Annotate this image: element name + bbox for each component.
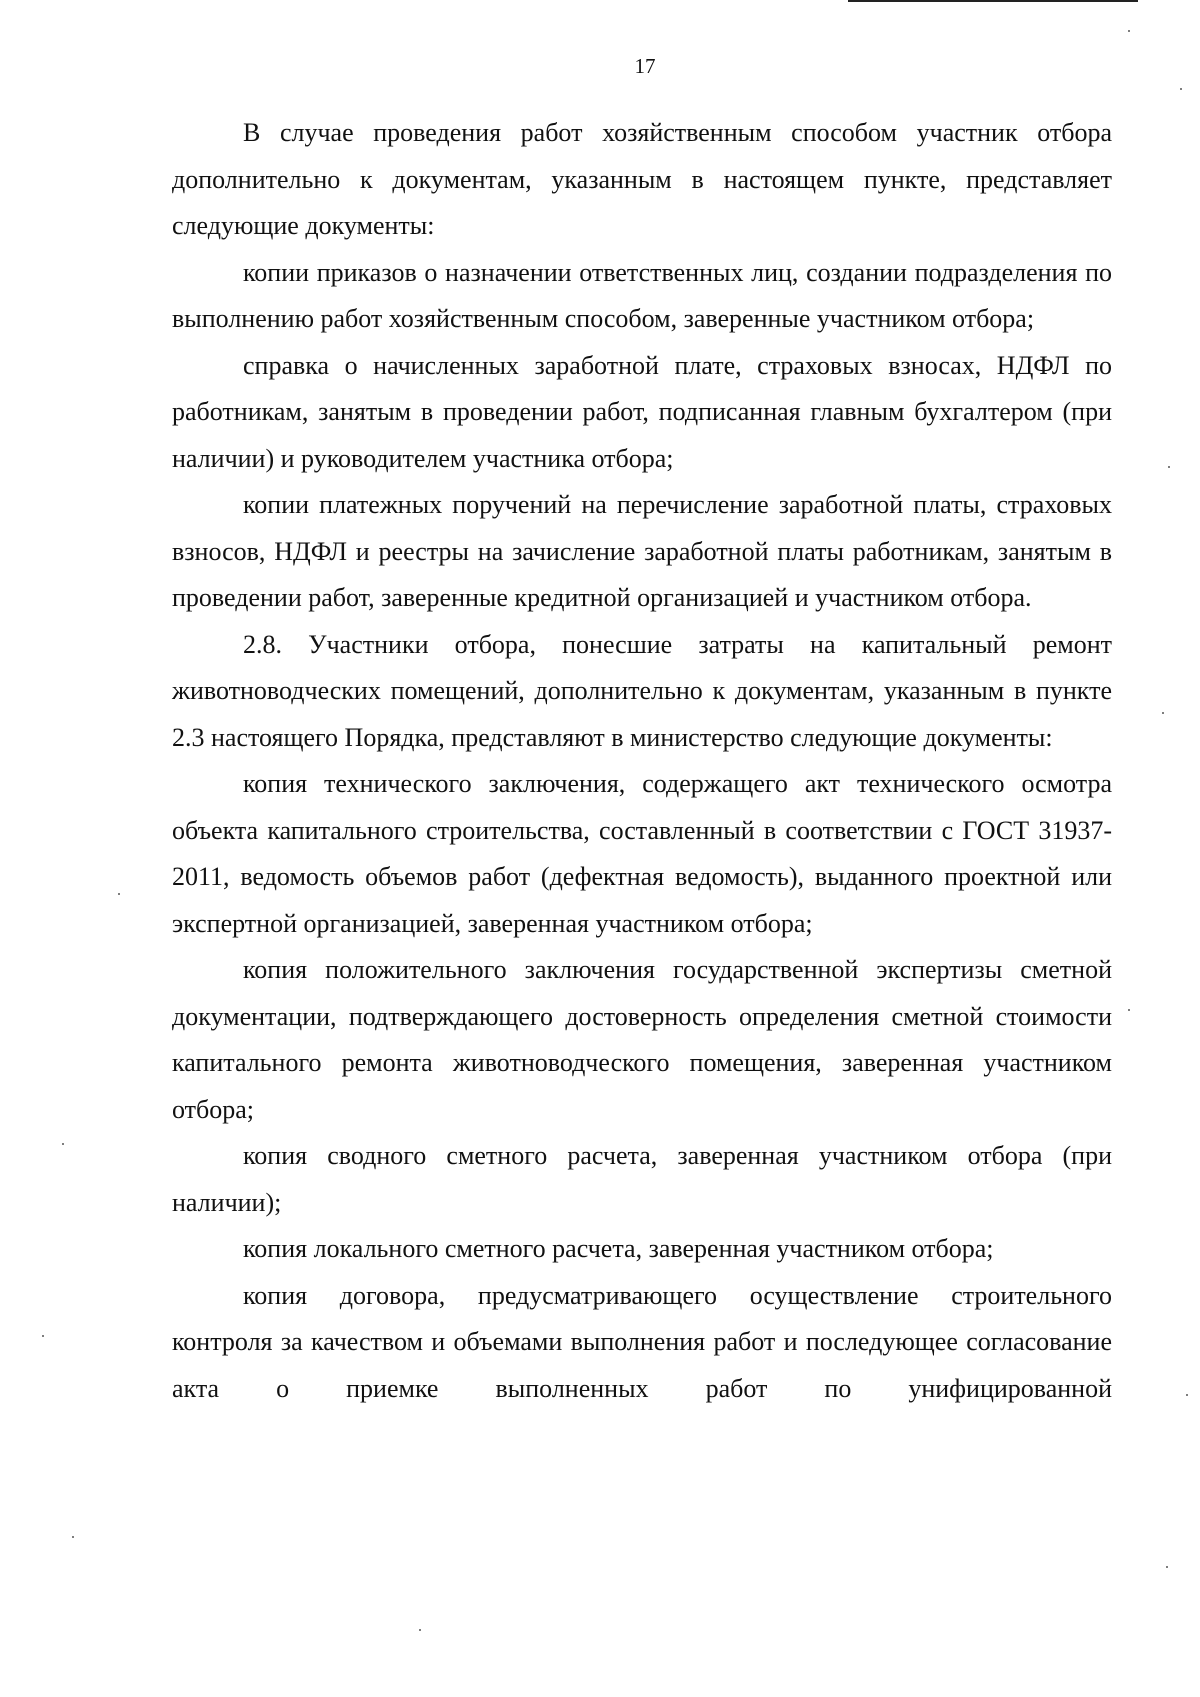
scan-speck (1166, 1566, 1168, 1568)
paragraph-summary-estimate: копия сводного сметного расчета, заверенная участником отбора (при наличии); (172, 1141, 1112, 1217)
scan-speck (1162, 712, 1164, 714)
page-number: 17 (634, 54, 656, 78)
scan-speck (118, 893, 120, 895)
paragraph-local-estimate: копия локального сметного расчета, заверенная участником отбора; (243, 1234, 994, 1263)
scan-speck (1128, 1009, 1130, 1011)
paragraph-construction-control: копия договора, предусматривающего осуществление строительного контроля за качеством и объемами выполнения работ и последующее согласование акта о приемке выполненных работ по унифицированной (172, 1280, 1112, 1403)
scan-speck (72, 1536, 74, 1538)
scan-speck (1186, 1394, 1188, 1396)
paragraph-technical-conclusion: копия технического заключения, содержащего акт технического осмотра объекта капитального строительства, составленный в соответствии с ГОСТ 31937-2011, ведомость объемов работ (дефектная ведомость), выданного проектной или экспертной организацией, заверенная участником отбора; (172, 769, 1112, 938)
scan-speck (1168, 466, 1170, 468)
scan-speck (1180, 88, 1182, 90)
scan-speck (419, 1629, 421, 1631)
scan-speck (42, 1335, 44, 1337)
paragraph-payment-orders: копии платежных поручений на перечисление заработной платы, страховых взносов, НДФЛ и реестры на зачисление заработной платы работникам, занятым в проведении работ, заверенные кредитной организацией и участником отбора. (172, 490, 1112, 612)
paragraph-section-2-8: 2.8. Участники отбора, понесшие затраты на капитальный ремонт животноводческих помещений, дополнительно к документам, указанным в пункте 2.3 настоящего Порядка, представляют в министерство следующие документы: (172, 629, 1112, 752)
header-rule (848, 0, 1138, 2)
document-body (172, 110, 1112, 1412)
paragraph-salary-certificate: справка о начисленных заработной плате, страховых взносах, НДФЛ по работникам, занятым в проведении работ, подписанная главным бухгалтером (при наличии) и руководителем участника отбора; (172, 350, 1112, 473)
scan-speck (62, 1143, 64, 1145)
paragraph-household-method: В случае проведения работ хозяйственным способом участник отбора дополнительно к документам, указанным в настоящем пункте, представляет следующие документы: (172, 118, 1112, 240)
scan-speck (1128, 30, 1130, 32)
paragraph-state-expertise: копия положительного заключения государственной экспертизы сметной документации, подтверждающего достоверность определения сметной стоимости капитального ремонта животноводческого помещения, заверенная участником отбора; (172, 955, 1112, 1124)
paragraph-order-copies: копии приказов о назначении ответственных лиц, создании подразделения по выполнению работ хозяйственным способом, заверенные участником отбора; (172, 257, 1112, 333)
